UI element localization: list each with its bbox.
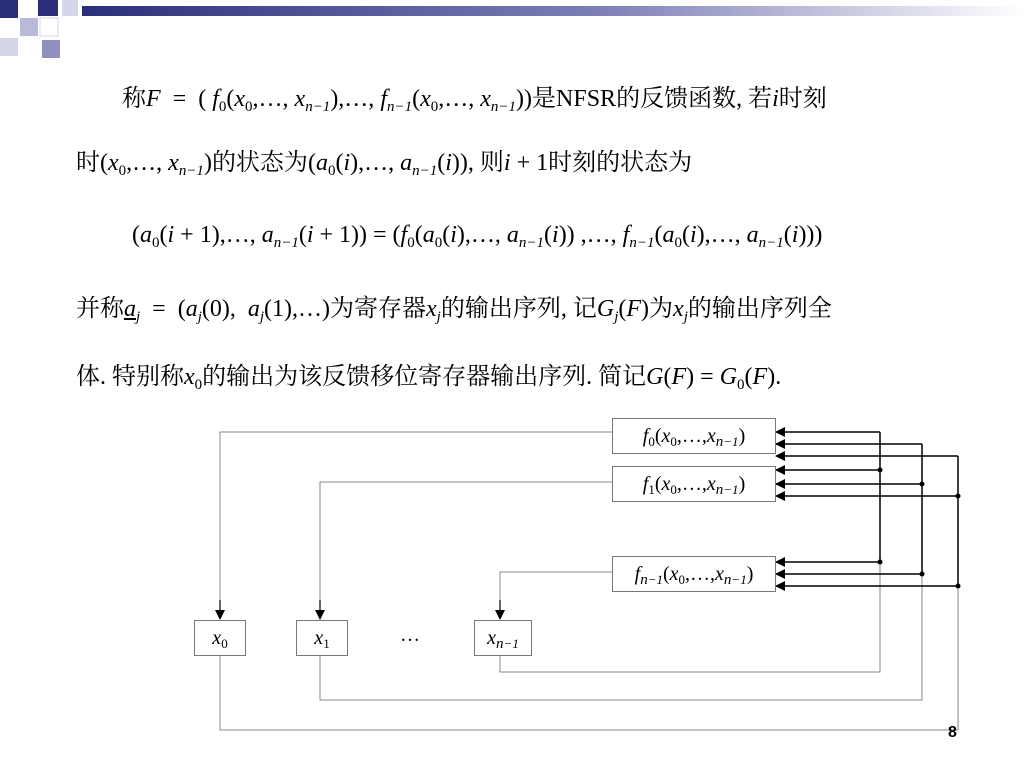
junction-dot bbox=[878, 560, 883, 565]
header-square bbox=[62, 0, 78, 16]
text-segment: 为寄存器 bbox=[330, 296, 427, 322]
junction-dot bbox=[956, 494, 961, 499]
header-gradient-bar bbox=[82, 6, 1024, 16]
header-decoration bbox=[0, 0, 1024, 70]
junction-dot bbox=[920, 482, 925, 487]
text-segment: 时 bbox=[76, 150, 100, 176]
header-square bbox=[42, 40, 60, 58]
text-segment: 为 bbox=[649, 296, 674, 322]
feedback-box-f0: $f_0(x_0,\dots,x_{n-1})$ bbox=[612, 418, 776, 454]
register-ellipsis: … bbox=[400, 624, 420, 646]
feedback-box-fn1: $f_{n-1}(x_0,\dots,x_{n-1})$ bbox=[612, 556, 776, 592]
wire-x1-output bbox=[320, 484, 922, 700]
text-segment: 称 bbox=[122, 86, 146, 112]
page-number: 8 bbox=[948, 724, 957, 741]
nfsr-diagram bbox=[0, 420, 1024, 750]
diagram-black-wires bbox=[776, 432, 958, 586]
register-x1: $x_1$ bbox=[296, 620, 348, 656]
text-segment: 体. 特别称 bbox=[76, 364, 184, 390]
definition-line-2: 时($x_0,\dots$, $x_{n-1}$)的状态为($a_0(i),\dots$, $a_{n-1}(i)$), 则i + 1时刻的状态为 bbox=[76, 150, 693, 179]
diagram-gray-wires bbox=[220, 432, 958, 730]
feedback-box-f1: $f_1(x_0,\dots,x_{n-1})$ bbox=[612, 466, 776, 502]
definition-line-1: 称F = ( $f_0(x_0,\dots$, $x_{n-1}),\dots$, $f_{n-1}(x_0,\dots$, $x_{n-1}$))是NFSR的反馈函数, 若i时刻 bbox=[122, 86, 827, 115]
text-segment: 时刻 bbox=[778, 86, 827, 112]
header-square bbox=[38, 0, 58, 16]
header-square bbox=[40, 18, 58, 36]
text-segment: , 则 bbox=[467, 150, 504, 176]
wire-f0-to-x0 bbox=[220, 432, 612, 612]
paragraph-output-sequence bbox=[76, 294, 966, 404]
header-square bbox=[20, 18, 38, 36]
wire-x0-output bbox=[220, 496, 958, 730]
junction-dot bbox=[920, 572, 925, 577]
text-segment: 时刻的状态为 bbox=[548, 150, 693, 176]
text-segment: 的输出为该反馈移位寄存器输出序列. 简记 bbox=[202, 364, 647, 390]
register-x0: $x_0$ bbox=[194, 620, 246, 656]
output-line-1: 并称$a_j = (a_j(0)$, $a_j(1),\dots$)为寄存器$x_j$的输出序列, 记$G_j(F)$为$x_j$的输出序列全 bbox=[76, 296, 832, 325]
wire-f1-to-x1 bbox=[320, 482, 612, 612]
junction-dot bbox=[956, 584, 961, 589]
text-segment: 的输出序列, 记 bbox=[440, 296, 597, 322]
wire-fn1-to-xn1 bbox=[500, 572, 612, 612]
text-segment: 是NFSR的反馈函数, 若 bbox=[532, 86, 773, 112]
register-xn1: $x_{n-1}$ bbox=[474, 620, 532, 656]
text-segment: 的状态为 bbox=[211, 150, 308, 176]
junction-dots bbox=[878, 468, 961, 589]
output-line-2: 体. 特别称$x_0$的输出为该反馈移位寄存器输出序列. 简记$G(F) = G_0(F)$. bbox=[76, 364, 782, 393]
register-input-arrows bbox=[220, 600, 500, 619]
header-square bbox=[0, 0, 18, 18]
text-segment: 的输出序列全 bbox=[687, 296, 832, 322]
paragraph-definition bbox=[76, 84, 966, 204]
junction-dot bbox=[878, 468, 883, 473]
state-transition-equation: ($a_0(i$ + 1),…, $a_{n-1}(i + 1)$) = ($f_0(a_0(i),\dots$, $a_{n-1}(i)$) ,…, $f_{n-1}(a_0(i),\dots$, $a_{n-1}(i)$)) bbox=[132, 222, 823, 251]
header-square bbox=[0, 38, 18, 56]
text-segment: 并称 bbox=[76, 296, 124, 322]
